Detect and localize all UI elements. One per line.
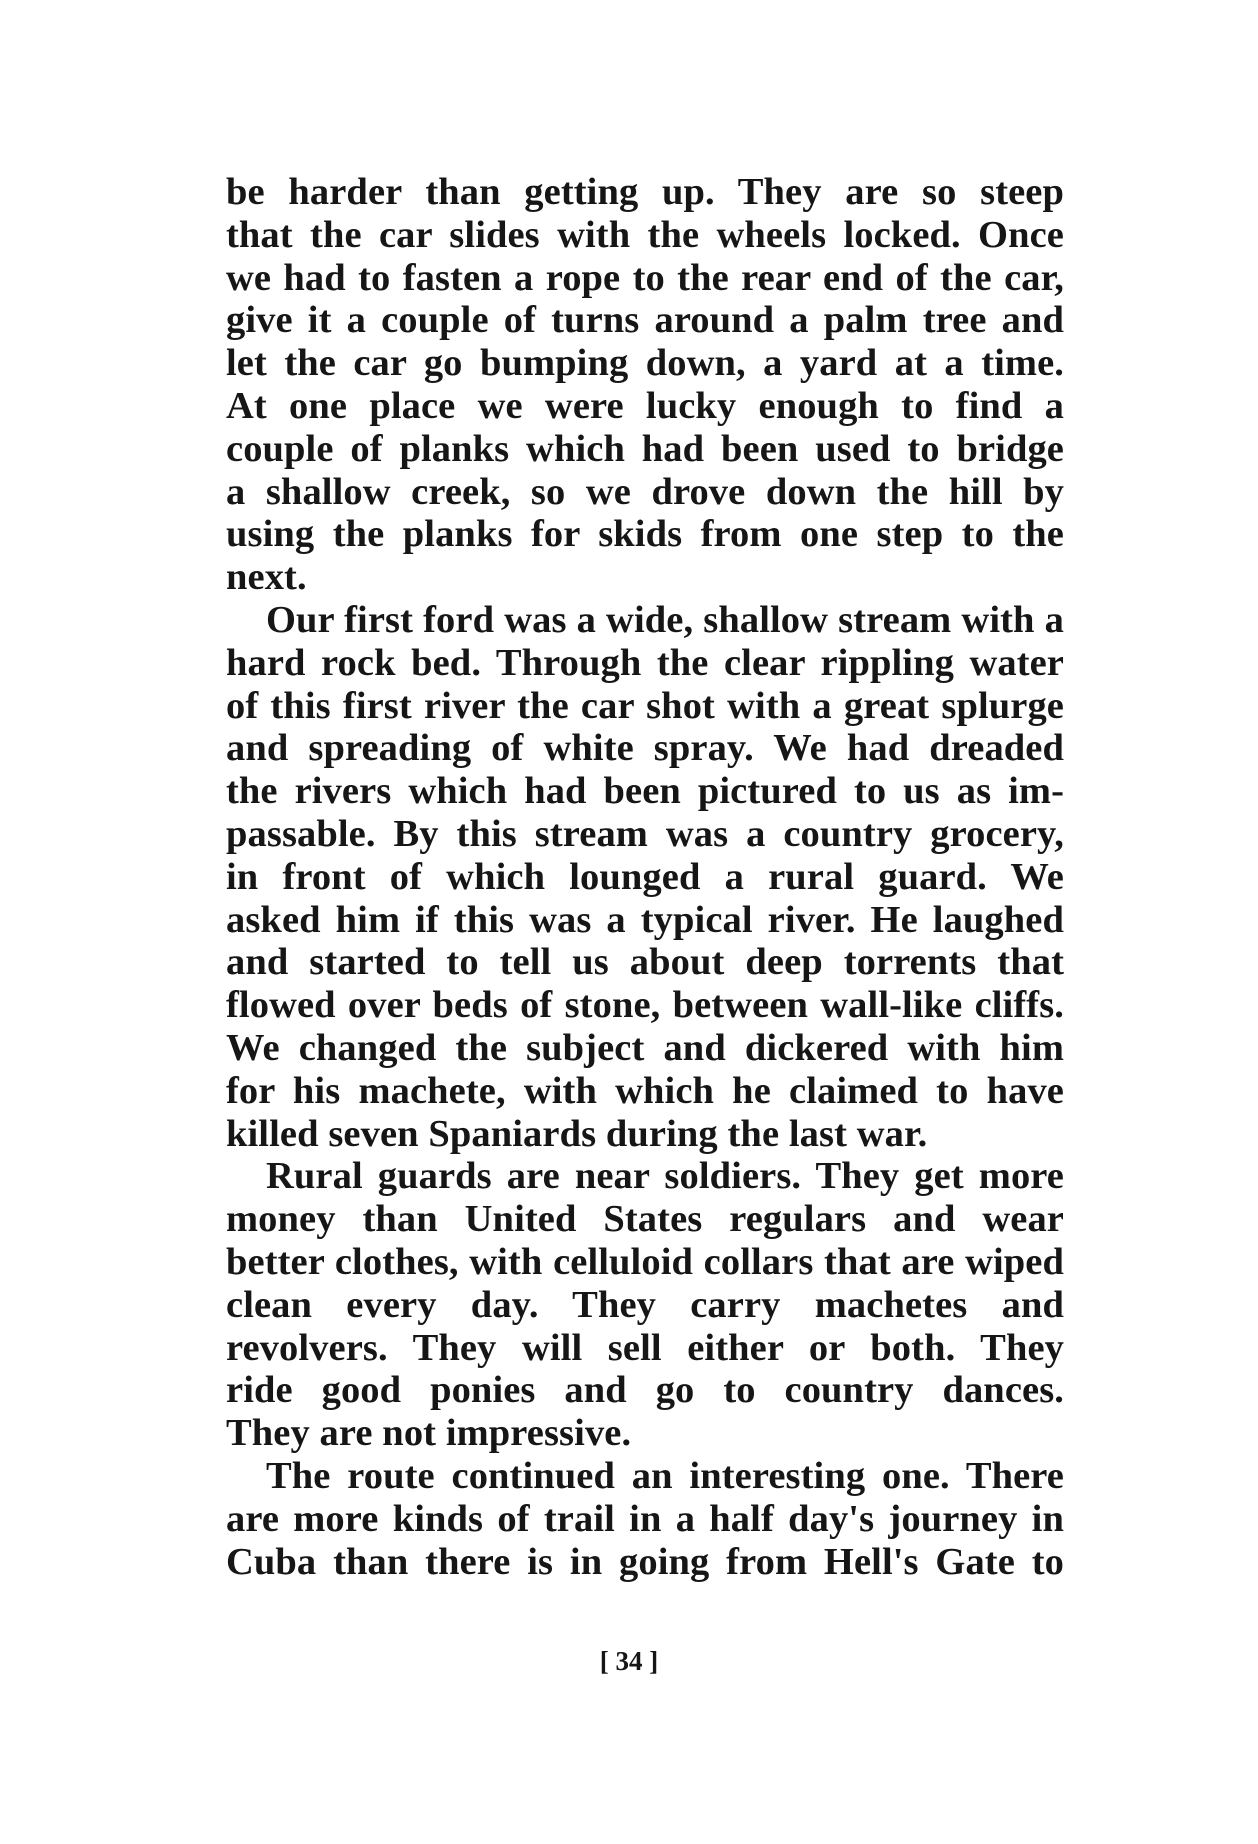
paragraph [226, 1155, 1064, 1455]
text-line: revolvers. They will sell either or both. They [226, 1326, 1064, 1369]
text-line: are more kinds of trail in a half day's journey in [226, 1497, 1064, 1540]
text-line: They are not impressive. [226, 1412, 632, 1455]
paragraph [226, 599, 1064, 1155]
text-line: and started to tell us about deep torrents that [226, 941, 1064, 984]
page-number: [ 34 ] [599, 1646, 659, 1676]
paragraph [226, 171, 1064, 599]
paragraph [226, 1455, 1064, 1583]
text-line: clean every day. They carry machetes and [226, 1283, 1064, 1326]
body-text [226, 171, 1064, 1583]
text-line: ride good ponies and go to country dances. [226, 1369, 1064, 1412]
text-line: asked him if this was a typical river. He laughed [226, 898, 1064, 941]
text-line: better clothes, with celluloid collars that are wiped [226, 1240, 1064, 1283]
text-line: killed seven Spaniards during the last war. [226, 1112, 928, 1155]
text-line: We changed the subject and dickered with him [226, 1026, 1064, 1069]
text-line: let the car go bumping down, a yard at a time. [226, 342, 1064, 385]
text-line: and spreading of white spray. We had dreaded [226, 727, 1064, 770]
text-line: passable. By this stream was a country grocery, [226, 812, 1064, 855]
text-line: for his machete, with which he claimed to have [226, 1069, 1064, 1112]
text-line: the rivers which had been pictured to us as im- [226, 770, 1064, 813]
text-line: of this first river the car shot with a great splurge [226, 684, 1064, 727]
text-line: next. [226, 556, 307, 599]
text-line: Cuba than there is in going from Hell's Gate to [226, 1540, 1064, 1583]
text-line: At one place we were lucky enough to find a [226, 384, 1064, 427]
text-line: using the planks for skids from one step to the [226, 513, 1064, 556]
text-line: we had to fasten a rope to the rear end of the car, [226, 256, 1064, 299]
text-line: that the car slides with the wheels locked. Once [226, 213, 1064, 256]
text-line: The route continued an interesting one. There [266, 1454, 1064, 1497]
text-line: be harder than getting up. They are so steep [226, 171, 1064, 213]
text-line: give it a couple of turns around a palm tree and [226, 299, 1064, 342]
text-line: couple of planks which had been used to bridge [226, 427, 1064, 470]
text-line: hard rock bed. Through the clear rippling water [226, 641, 1064, 684]
text-line: Rural guards are near soldiers. They get more [266, 1155, 1064, 1198]
text-line: in front of which lounged a rural guard. We [226, 855, 1064, 898]
text-line: a shallow creek, so we drove down the hill by [226, 470, 1064, 513]
text-line: money than United States regulars and wear [226, 1198, 1064, 1241]
text-line: Our first ford was a wide, shallow stream with a [266, 598, 1064, 641]
text-line: flowed over beds of stone, between wall-like cliffs. [226, 984, 1064, 1027]
